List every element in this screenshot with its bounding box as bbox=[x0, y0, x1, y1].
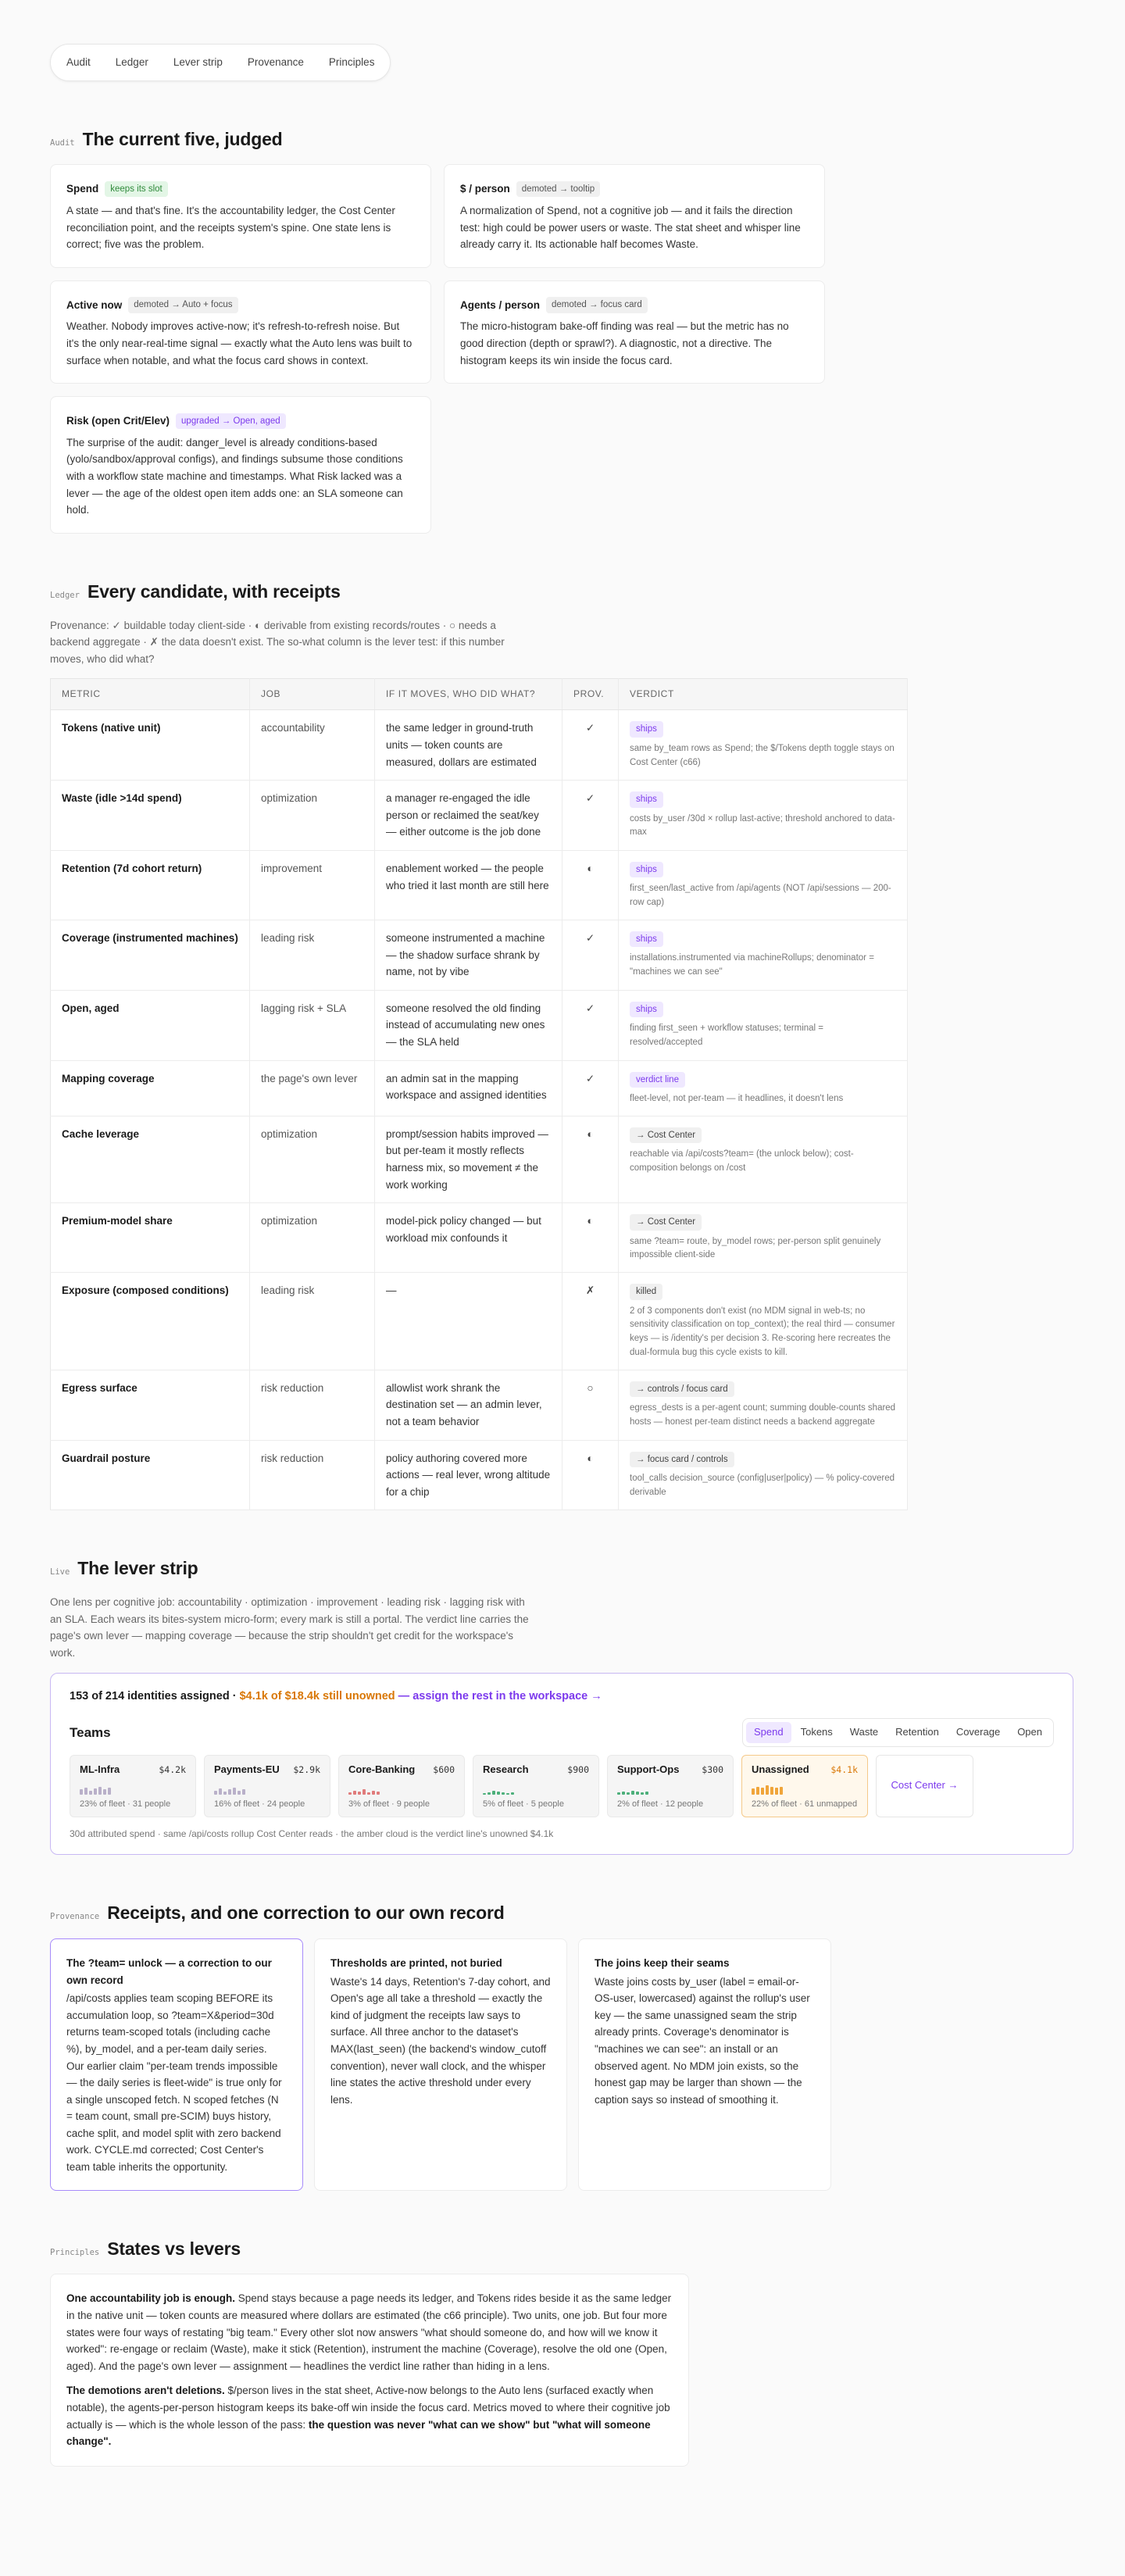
metric-cell: Mapping coverage bbox=[51, 1060, 250, 1116]
job-cell: risk reduction bbox=[250, 1440, 375, 1510]
audit-card bbox=[50, 280, 431, 384]
so-what-cell: a manager re-engaged the idle person or reclaimed the seat/key — either outcome is the job done bbox=[375, 781, 562, 851]
spark-bar bbox=[636, 1792, 639, 1795]
audit-card-header bbox=[460, 180, 809, 198]
team-spend: $4.2k bbox=[159, 1763, 186, 1775]
verdict-note: same ?team= route, by_model rows; per-person split genuinely impossible client-side bbox=[630, 1236, 881, 1260]
col-so-what: IF IT MOVES, WHO DID WHAT? bbox=[375, 679, 562, 710]
table-row bbox=[51, 781, 908, 851]
spark-bar bbox=[242, 1789, 245, 1795]
verdict-note: first_seen/last_active from /api/agents (NOT /api/sessions — 200-row cap) bbox=[630, 884, 891, 908]
so-what-cell: the same ledger in ground-truth units — token counts are measured, dollars are estimated bbox=[375, 710, 562, 781]
job-cell: leading risk bbox=[250, 1273, 375, 1370]
metric-cell: Cache leverage bbox=[51, 1116, 250, 1202]
provenance-cards bbox=[50, 1938, 1075, 2191]
audit-card-tag: demoted → focus card bbox=[546, 297, 648, 313]
spark-bar bbox=[780, 1787, 783, 1795]
team-sparkline bbox=[752, 1784, 806, 1795]
spark-bar bbox=[223, 1792, 227, 1795]
verdict-cell bbox=[619, 1116, 908, 1202]
verdict-pill: ships bbox=[630, 721, 663, 737]
provenance-card-title: The ?team= unlock — a correction to our own record bbox=[66, 1956, 272, 1986]
spark-bar bbox=[367, 1792, 370, 1795]
principles-eyebrow: Principles bbox=[50, 2247, 100, 2257]
spark-bar bbox=[511, 1792, 514, 1795]
teams-title: Teams bbox=[70, 1724, 111, 1740]
lens-tabs bbox=[742, 1718, 1054, 1747]
team-chip-header bbox=[617, 1762, 723, 1778]
verdict-cell bbox=[619, 1203, 908, 1273]
audit-card-name: $ / person bbox=[460, 183, 510, 195]
verdict-note: same by_team rows as Spend; the $/Tokens depth toggle stays on Cost Center (c66) bbox=[630, 743, 895, 767]
spark-bar bbox=[89, 1791, 92, 1795]
verdict-pill: → focus card / controls bbox=[630, 1452, 734, 1467]
lever-eyebrow: Live bbox=[50, 1567, 70, 1577]
so-what-cell: someone instrumented a machine — the shadow surface shrank by name, not by vibe bbox=[375, 920, 562, 991]
nav-ledger[interactable]: Ledger bbox=[115, 56, 148, 68]
audit-card-name: Active now bbox=[66, 298, 123, 311]
provenance-title: Receipts, and one correction to our own record bbox=[107, 1903, 505, 1924]
job-cell: accountability bbox=[250, 710, 375, 781]
principle-one-body: Spend stays because a page needs its ledger, and Tokens rides beside it as the same ledger in the native unit — token counts are measured where dollars are estimated (the c66 principle). Two units, one job. But four more states were four ways of restating "big team." Every other slot now answers "what should someone do, and how will we know it worked": re-engage or reclaim (Waste), make it stick (Retention), instrument the machine (Coverage), resolve the old one (Open, aged). And the page's own lever — assignment — headlines the verdict line rather than hiding in a lens. bbox=[66, 2292, 672, 2372]
team-chip-header bbox=[80, 1762, 186, 1778]
audit-card-body: Weather. Nobody improves active-now; it's refresh-to-refresh noise. But it's the only near-real-time signal — exactly what the Auto lens was built to surface when notable, and what the focus card shows in context. bbox=[66, 320, 412, 366]
verdict-assigned: 153 of 214 identities assigned bbox=[70, 1689, 230, 1702]
tab-waste[interactable]: Waste bbox=[849, 1725, 879, 1738]
verdict-pill: → Cost Center bbox=[630, 1214, 702, 1230]
verdict-pill: ships bbox=[630, 1002, 663, 1017]
strip-caption: 30d attributed spend · same /api/costs rollup Cost Center reads · the amber cloud is the verdict line's unowned $4.1k bbox=[70, 1827, 554, 1839]
ledger-section bbox=[50, 577, 1075, 1511]
provenance-cell: ✓ bbox=[562, 990, 619, 1060]
team-spend: $900 bbox=[567, 1763, 589, 1775]
verdict-cell bbox=[619, 851, 908, 920]
so-what-cell: model-pick policy changed — but workload mix confounds it bbox=[375, 1203, 562, 1273]
provenance-cell: ◐ bbox=[562, 1203, 619, 1273]
audit-card bbox=[50, 396, 431, 534]
spark-bar bbox=[108, 1788, 111, 1795]
spark-bar bbox=[761, 1788, 764, 1795]
provenance-card bbox=[578, 1938, 831, 2191]
verdict-pill: ships bbox=[630, 862, 663, 877]
principle-one-lead: One accountability job is enough. bbox=[66, 2292, 236, 2305]
team-chip[interactable] bbox=[473, 1755, 599, 1817]
audit-card-tag: upgraded → Open, aged bbox=[176, 413, 286, 429]
table-row bbox=[51, 1440, 908, 1510]
so-what-cell: someone resolved the old finding instead of accumulating new ones — the SLA held bbox=[375, 990, 562, 1060]
provenance-cell: ✓ bbox=[562, 781, 619, 851]
job-cell: lagging risk + SLA bbox=[250, 990, 375, 1060]
job-cell: risk reduction bbox=[250, 1370, 375, 1440]
spark-bar bbox=[502, 1792, 505, 1795]
team-chip-header bbox=[214, 1762, 320, 1778]
verdict-note: installations.instrumented via machineRollups; denominator = "machines we can see" bbox=[630, 953, 874, 977]
job-cell: optimization bbox=[250, 781, 375, 851]
team-chip[interactable] bbox=[204, 1755, 330, 1817]
so-what-cell: an admin sat in the mapping workspace and assigned identities bbox=[375, 1060, 562, 1116]
provenance-card-title: The joins keep their seams bbox=[595, 1956, 730, 1969]
team-spend: $300 bbox=[702, 1763, 723, 1775]
verdict-note: fleet-level, not per-team — it headlines, it doesn't lens bbox=[630, 1094, 844, 1103]
spark-bar bbox=[98, 1787, 102, 1795]
spark-bar bbox=[372, 1791, 375, 1795]
lever-section bbox=[50, 1554, 1075, 1855]
team-meta: 23% of fleet · 31 people bbox=[80, 1799, 171, 1810]
provenance-card-body: /api/costs applies team scoping BEFORE its accumulation loop, so ?team=X&period=30d returns team-scoped totals (including cache %), by_model, and a per-team daily series. Our earlier claim "per-team trends impossible — the daily series is fleet-wide" is true only for a single unscoped fetch. N scoped fetches (N = team count, small pre-SCIM) buys history, cache split, and model split with zero backend work. CYCLE.md corrected; Cost Center's team table inherits the opportunity. bbox=[66, 1992, 282, 2174]
tab-coverage[interactable]: Coverage bbox=[955, 1725, 1001, 1738]
team-spend: $600 bbox=[433, 1763, 455, 1775]
provenance-section bbox=[50, 1899, 1075, 2191]
col-job: JOB bbox=[250, 679, 375, 710]
team-chip-unassigned[interactable] bbox=[741, 1755, 868, 1817]
assign-workspace-link[interactable]: — assign the rest in the workspace → bbox=[395, 1689, 602, 1702]
so-what-cell: allowlist work shrank the destination set — an admin lever, not a team behavior bbox=[375, 1370, 562, 1440]
metric-cell: Premium-model share bbox=[51, 1203, 250, 1273]
principles-section bbox=[50, 2235, 1075, 2467]
verdict-pill: ships bbox=[630, 791, 663, 807]
spark-bar bbox=[377, 1792, 380, 1795]
provenance-eyebrow: Provenance bbox=[50, 1912, 100, 1922]
spark-bar bbox=[238, 1791, 241, 1795]
team-name: Support-Ops bbox=[617, 1763, 680, 1775]
team-meta: 2% of fleet · 12 people bbox=[617, 1799, 704, 1810]
job-cell: the page's own lever bbox=[250, 1060, 375, 1116]
spark-bar bbox=[645, 1792, 648, 1795]
table-row bbox=[51, 1370, 908, 1440]
audit-card-header bbox=[66, 297, 415, 314]
team-meta: 3% of fleet · 9 people bbox=[348, 1799, 430, 1810]
verdict-line bbox=[70, 1688, 1054, 1706]
provenance-card-title: Thresholds are printed, not buried bbox=[330, 1956, 502, 1969]
spark-bar bbox=[228, 1789, 231, 1795]
lever-lede: One lens per cognitive job: accountability · optimization · improvement · leading risk · lagging risk with an SLA. Each wears its bites-system micro-form; every mark is still a portal. The verdict line carries the page's own lever — mapping coverage — because the strip shouldn't get credit for the workspace's work. bbox=[50, 1596, 529, 1659]
audit-card-header bbox=[66, 180, 415, 198]
spark-bar bbox=[362, 1789, 366, 1795]
team-name: ML-Infra bbox=[80, 1763, 120, 1775]
tab-tokens[interactable]: Tokens bbox=[800, 1725, 833, 1738]
team-sparkline bbox=[348, 1784, 403, 1795]
tab-spend[interactable]: Spend bbox=[746, 1722, 791, 1743]
table-row bbox=[51, 1116, 908, 1202]
audit-card bbox=[50, 164, 431, 267]
provenance-cell: ○ bbox=[562, 1370, 619, 1440]
provenance-card bbox=[314, 1938, 567, 2191]
nav-lever-strip[interactable]: Lever strip bbox=[173, 56, 223, 68]
metric-cell: Coverage (instrumented machines) bbox=[51, 920, 250, 991]
spark-bar bbox=[483, 1793, 486, 1795]
team-name: Unassigned bbox=[752, 1763, 809, 1775]
provenance-cell: ◐ bbox=[562, 1116, 619, 1202]
spark-bar bbox=[94, 1788, 97, 1795]
audit-card-name: Risk (open Crit/Elev) bbox=[66, 415, 170, 427]
col-verdict: VERDICT bbox=[619, 679, 908, 710]
metric-cell: Open, aged bbox=[51, 990, 250, 1060]
verdict-note: egress_dests is a per-agent count; summing double-counts shared hosts — honest per-team distinct needs a backend aggregate bbox=[630, 1403, 896, 1427]
team-chip-header bbox=[348, 1762, 455, 1778]
verdict-note: reachable via /api/costs?team= (the unlock below); cost-composition belongs on /cost bbox=[630, 1149, 854, 1174]
team-chip-header bbox=[483, 1762, 589, 1778]
team-chip-header bbox=[752, 1762, 858, 1778]
audit-card bbox=[444, 164, 825, 267]
table-row bbox=[51, 1060, 908, 1116]
table-row bbox=[51, 920, 908, 991]
col-prov: PROV. bbox=[562, 679, 619, 710]
provenance-card bbox=[50, 1938, 303, 2191]
audit-card-name: Agents / person bbox=[460, 298, 541, 311]
tab-open[interactable]: Open bbox=[1017, 1725, 1042, 1738]
verdict-cell bbox=[619, 781, 908, 851]
provenance-cell: ◐ bbox=[562, 1440, 619, 1510]
principle-two-tail: the question was never "what can we show" but "what will someone change". bbox=[66, 2418, 651, 2448]
audit-card-body: The surprise of the audit: danger_level is already conditions-based (yolo/sandbox/approval configs), and findings subsume those conditions with a workflow state machine and timestamps. What Risk lacked was a lever — the age of the oldest open item adds one: an SLA someone can hold. bbox=[66, 436, 403, 516]
verdict-unowned: $4.1k of $18.4k still unowned bbox=[239, 1689, 395, 1702]
spark-bar bbox=[631, 1791, 634, 1795]
audit-card bbox=[444, 280, 825, 384]
verdict-note: finding first_seen + workflow statuses; terminal = resolved/accepted bbox=[630, 1024, 824, 1048]
verdict-note: costs by_user /30d × rollup last-active; threshold anchored to data-max bbox=[630, 813, 895, 838]
audit-card-name: Spend bbox=[66, 183, 99, 195]
team-sparkline bbox=[617, 1784, 672, 1795]
audit-eyebrow: Audit bbox=[50, 138, 75, 148]
spark-bar bbox=[627, 1792, 630, 1795]
spark-bar bbox=[641, 1792, 644, 1795]
so-what-cell: — bbox=[375, 1273, 562, 1370]
audit-card-tag: demoted → Auto + focus bbox=[128, 297, 238, 313]
metric-cell: Waste (idle >14d spend) bbox=[51, 781, 250, 851]
provenance-cell: ✓ bbox=[562, 920, 619, 991]
lever-strip-panel bbox=[50, 1673, 1073, 1856]
spark-bar bbox=[214, 1791, 217, 1795]
spark-bar bbox=[80, 1789, 83, 1795]
provenance-card-body: Waste's 14 days, Retention's 7-day cohort, and Open's age all take a threshold — exactly the kind of judgment the receipts law says to surface. All three anchor to the dataset's MAX(last_seen) (the backend's window_cutoff convention), never wall clock, and the whisper line states the active threshold under every lens. bbox=[330, 1975, 551, 2106]
spark-bar bbox=[506, 1793, 509, 1795]
verdict-cell bbox=[619, 990, 908, 1060]
section-nav bbox=[50, 44, 391, 81]
principle-two-lead: The demotions aren't deletions. bbox=[66, 2385, 225, 2397]
nav-audit[interactable]: Audit bbox=[66, 56, 91, 68]
metric-cell: Exposure (composed conditions) bbox=[51, 1273, 250, 1370]
spark-bar bbox=[358, 1792, 361, 1795]
spark-bar bbox=[103, 1789, 106, 1795]
audit-card-body: The micro-histogram bake-off finding was real — but the metric has no good direction (depth or sprawl?). A diagnostic, not a directive. The histogram keeps its win inside the focus card. bbox=[460, 320, 789, 366]
audit-card-tag: demoted → tooltip bbox=[516, 181, 600, 197]
audit-card-header bbox=[66, 413, 415, 430]
spark-bar bbox=[752, 1788, 755, 1795]
provenance-cell: ◐ bbox=[562, 851, 619, 920]
team-spend: $4.1k bbox=[830, 1763, 858, 1775]
principles-card bbox=[50, 2274, 689, 2466]
provenance-card-body: Waste joins costs by_user (label = email-or-OS-user, lowercased) against the rollup's user key — the same unassigned seam the strip already prints. Coverage's denominator is "machines we can see": an install or an observed agent. No MDM join exists, so the honest gap may be larger than shown — the caption says so instead of smoothing it. bbox=[595, 1975, 810, 2106]
team-meta: 16% of fleet · 24 people bbox=[214, 1799, 305, 1810]
spark-bar bbox=[353, 1791, 356, 1795]
ledger-eyebrow: Ledger bbox=[50, 590, 80, 600]
metric-cell: Tokens (native unit) bbox=[51, 710, 250, 781]
team-name: Core-Banking bbox=[348, 1763, 416, 1775]
principles-title: States vs levers bbox=[107, 2238, 241, 2259]
job-cell: optimization bbox=[250, 1203, 375, 1273]
team-spend: $2.9k bbox=[293, 1763, 320, 1775]
spark-bar bbox=[617, 1792, 620, 1795]
ledger-lede: Provenance: ✓ buildable today client-side · ◐ derivable from existing records/routes · ○ needs a backend aggregate · ✗ the data doesn't exist. The so-what column is the lever test: if this number moves, who did what? bbox=[50, 619, 505, 665]
spark-bar bbox=[348, 1792, 352, 1795]
table-row bbox=[51, 851, 908, 920]
job-cell: leading risk bbox=[250, 920, 375, 991]
table-row bbox=[51, 1203, 908, 1273]
spark-bar bbox=[756, 1787, 759, 1795]
audit-card-body: A normalization of Spend, not a cognitive job — and it fails the direction test: high could be power users or waste. The stat sheet and whisper line already carry it. Its actionable half becomes Waste. bbox=[460, 204, 801, 251]
audit-title: The current five, judged bbox=[82, 128, 283, 149]
team-name: Payments-EU bbox=[214, 1763, 280, 1775]
team-chip[interactable] bbox=[338, 1755, 465, 1817]
verdict-cell bbox=[619, 1440, 908, 1510]
verdict-pill: killed bbox=[630, 1284, 662, 1299]
job-cell: improvement bbox=[250, 851, 375, 920]
team-meta: 22% of fleet · 61 unmapped bbox=[752, 1799, 858, 1810]
spark-bar bbox=[766, 1785, 769, 1795]
principle-one bbox=[66, 2290, 673, 2374]
verdict-cell bbox=[619, 1273, 908, 1370]
verdict-pill: ships bbox=[630, 931, 663, 947]
so-what-cell: enablement worked — the people who tried it last month are still here bbox=[375, 851, 562, 920]
lever-title: The lever strip bbox=[77, 1558, 198, 1579]
spark-bar bbox=[488, 1792, 491, 1795]
team-sparkline bbox=[214, 1784, 269, 1795]
provenance-cell: ✓ bbox=[562, 1060, 619, 1116]
spark-bar bbox=[775, 1788, 778, 1795]
spark-bar bbox=[233, 1788, 236, 1795]
so-what-cell: prompt/session habits improved — but per-team it mostly reflects harness mix, so movement ≠ the work working bbox=[375, 1116, 562, 1202]
verdict-pill: → controls / focus card bbox=[630, 1381, 734, 1397]
team-chip[interactable] bbox=[70, 1755, 196, 1817]
audit-card-tag: keeps its slot bbox=[105, 181, 167, 197]
verdict-note: 2 of 3 components don't exist (no MDM signal in web-ts; no sensitivity classification on top_context); the real third — consumer keys — is /identity's per decision 3. Re-scoring here recreates the dual-formula bug this cycle exists to kill. bbox=[630, 1306, 895, 1358]
col-metric: METRIC bbox=[51, 679, 250, 710]
spark-bar bbox=[219, 1788, 222, 1795]
ledger-title: Every candidate, with receipts bbox=[87, 581, 341, 602]
metric-cell: Egress surface bbox=[51, 1370, 250, 1440]
spark-bar bbox=[497, 1792, 500, 1795]
verdict-separator: · bbox=[229, 1689, 240, 1702]
provenance-cell: ✗ bbox=[562, 1273, 619, 1370]
verdict-cell bbox=[619, 1060, 908, 1116]
principle-two bbox=[66, 2382, 673, 2449]
cost-center-button[interactable]: Cost Center → bbox=[876, 1755, 973, 1817]
metric-cell: Guardrail posture bbox=[51, 1440, 250, 1510]
table-row bbox=[51, 710, 908, 781]
team-chips bbox=[70, 1755, 1054, 1817]
verdict-cell bbox=[619, 920, 908, 991]
principle-two-body: $/person lives in the stat sheet, Active-now belongs to the Auto lens (surfaced exactly when notable), the agents-per-person histogram keeps its bake-off win inside the focus card. Metrics moved to where their cognitive job actually is — which is the whole lesson of the pass: bbox=[66, 2385, 670, 2431]
audit-cards bbox=[50, 164, 1075, 533]
spark-bar bbox=[770, 1787, 773, 1795]
spark-bar bbox=[84, 1788, 88, 1795]
so-what-cell: policy authoring covered more actions — real lever, wrong altitude for a chip bbox=[375, 1440, 562, 1510]
audit-card-body: A state — and that's fine. It's the accountability ledger, the Cost Center reconciliation point, and the receipts system's spine. One state lens is correct; five was the problem. bbox=[66, 204, 395, 251]
table-row bbox=[51, 1273, 908, 1370]
job-cell: optimization bbox=[250, 1116, 375, 1202]
audit-section bbox=[50, 125, 1075, 534]
nav-principles[interactable]: Principles bbox=[328, 56, 375, 68]
team-sparkline bbox=[80, 1784, 134, 1795]
verdict-pill: verdict line bbox=[630, 1072, 685, 1088]
ledger-table bbox=[50, 678, 908, 1510]
spark-bar bbox=[622, 1792, 625, 1795]
metric-cell: Retention (7d cohort return) bbox=[51, 851, 250, 920]
tab-retention[interactable]: Retention bbox=[895, 1725, 939, 1738]
verdict-note: tool_calls decision_source (config|user|policy) — % policy-covered derivable bbox=[630, 1474, 895, 1497]
team-chip[interactable] bbox=[607, 1755, 734, 1817]
audit-card-header bbox=[460, 297, 809, 314]
team-meta: 5% of fleet · 5 people bbox=[483, 1799, 564, 1810]
spark-bar bbox=[492, 1791, 495, 1795]
nav-provenance[interactable]: Provenance bbox=[247, 56, 304, 68]
provenance-cell: ✓ bbox=[562, 710, 619, 781]
verdict-cell bbox=[619, 1370, 908, 1440]
team-sparkline bbox=[483, 1784, 538, 1795]
team-name: Research bbox=[483, 1763, 529, 1775]
table-row bbox=[51, 990, 908, 1060]
verdict-pill: → Cost Center bbox=[630, 1127, 702, 1143]
verdict-cell bbox=[619, 710, 908, 781]
